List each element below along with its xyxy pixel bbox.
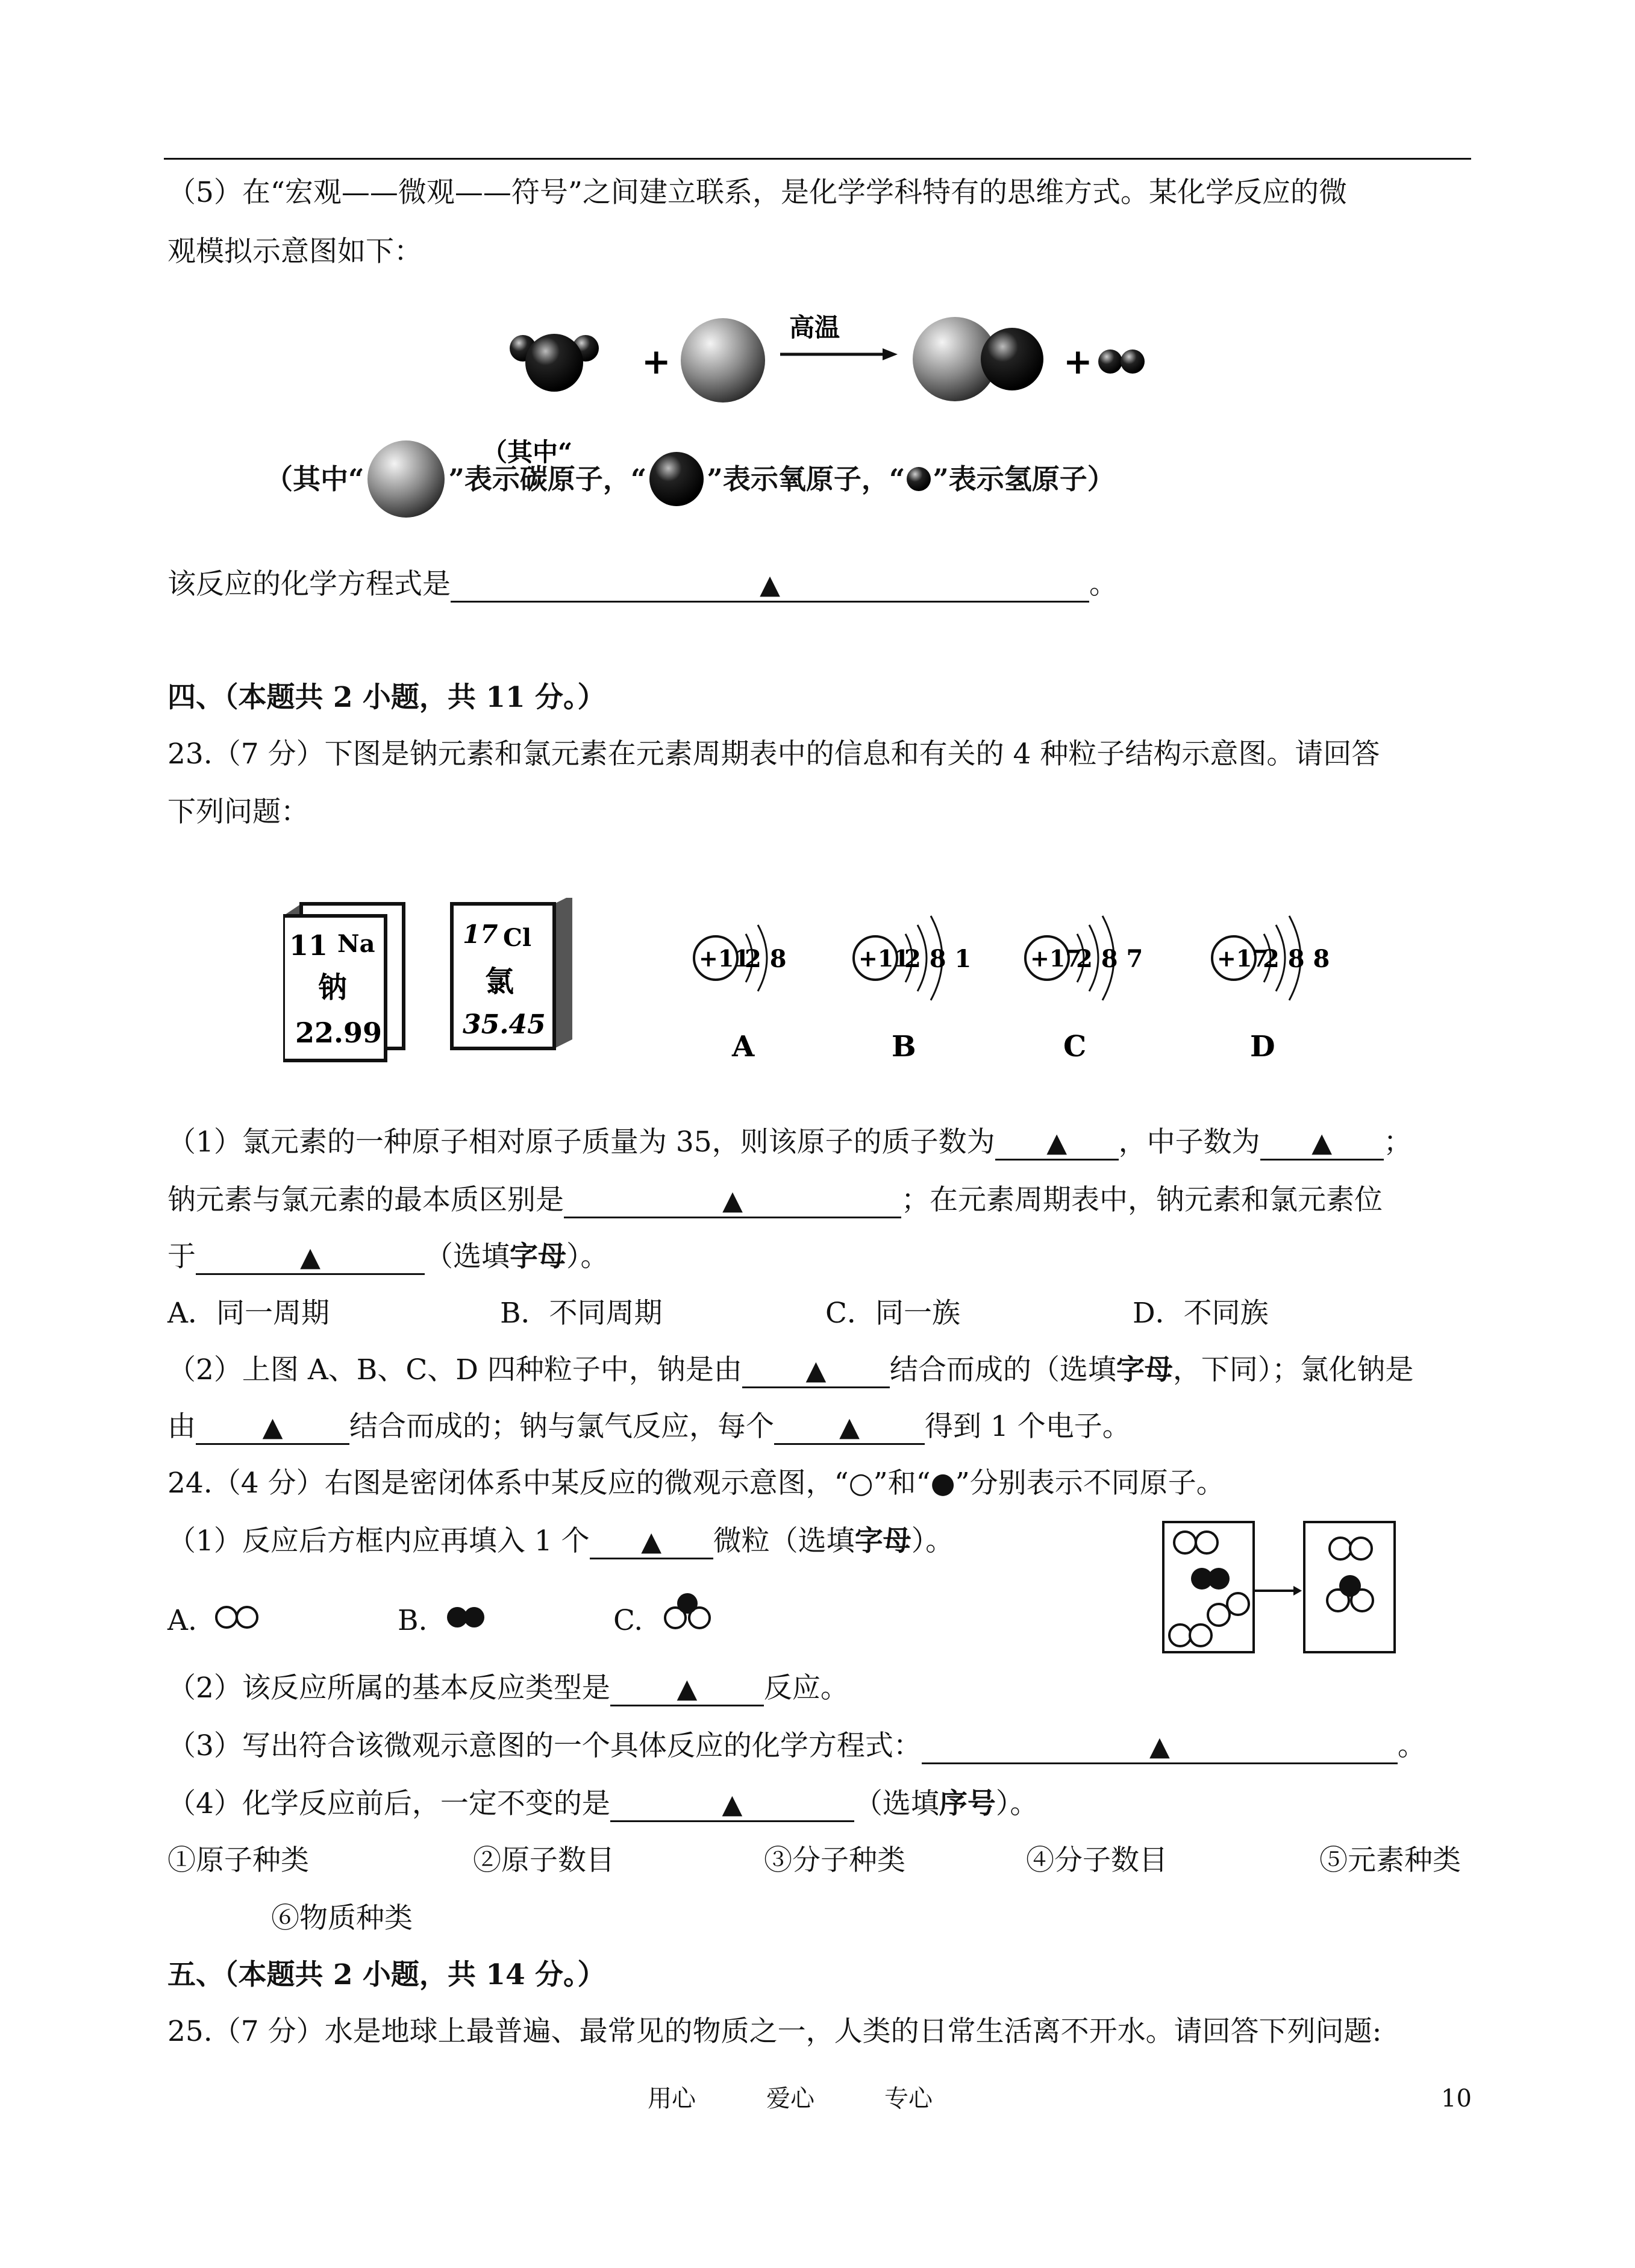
after-box [1304, 1522, 1395, 1652]
period: 。 [1089, 568, 1118, 601]
q23-p1-d: 钠元素与氯元素的最本质区别是 [167, 1183, 564, 1217]
q23-p1-line1 [167, 1124, 1412, 1161]
na-number: 11 [289, 929, 328, 962]
q23-p2-a: （2）上图 A、B、C、D 四种粒子中，钠是由 [167, 1353, 742, 1386]
answer-mark: ▲ [300, 1242, 320, 1273]
particle-b [854, 916, 971, 1064]
particle-b-label: B [892, 1030, 916, 1064]
sodium-composition-blank[interactable] [742, 1355, 890, 1388]
q24-p2-a: （2）该反应所属的基本反应类型是 [167, 1671, 610, 1705]
q23-stem-line2: 下列问题： [167, 795, 309, 829]
essential-difference-blank[interactable] [564, 1185, 901, 1218]
q23-p2-line1 [167, 1352, 1413, 1388]
option-b-label: B. [398, 1604, 428, 1637]
q25-stem: 25.（7 分）水是地球上最普遍、最常见的物质之一，人类的日常生活离不开水。请回答下列问题: [167, 2015, 1382, 2048]
q23-p1-c: ； [1383, 1126, 1412, 1159]
q23-p2-b: 结合而成的（选填 [889, 1353, 1116, 1386]
q24-p1-a: （1）反应后方框内应再填入 1 个 [167, 1524, 590, 1558]
q24-p3-a: （3）写出符合该微观示意图的一个具体反应的化学方程式： [167, 1729, 922, 1762]
choice-b: B．不同周期 [500, 1297, 663, 1330]
q24-stem: 24.（4 分）右图是密闭体系中某反应的微观示意图，“○”和“●”分别表示不同原子。 [167, 1467, 1225, 1500]
unchanged-items-blank[interactable] [610, 1788, 854, 1822]
particle-a-shells: 2 8 [745, 945, 787, 973]
choice-c: C．同一族 [825, 1297, 960, 1330]
proton-number-blank[interactable] [995, 1127, 1119, 1161]
particle-c-shells: 2 8 7 [1076, 945, 1143, 973]
item-2: ②原子数目 [473, 1844, 614, 1877]
particle-diagrams [663, 892, 1386, 1073]
answer-mark: ▲ [722, 1789, 743, 1820]
answer-mark: ▲ [722, 1185, 743, 1216]
cl-mass: 35.45 [463, 1009, 546, 1040]
cl-name: 氯 [485, 965, 514, 998]
q24-p4-b: （选填 [854, 1787, 939, 1820]
particle-c [1025, 916, 1143, 1064]
sodium-card [283, 904, 404, 1060]
legend-text-4: ”表示氢原子） [933, 463, 1115, 495]
na-name: 钠 [318, 971, 348, 1004]
item-4: ④分子数目 [1026, 1844, 1168, 1877]
black-white-white-molecule-icon [660, 1588, 720, 1636]
plus-sign-2: + [1063, 341, 1093, 382]
section4-title: 四、（本题共 2 小题，共 11 分。） [167, 681, 606, 714]
item-6: ⑥物质种类 [271, 1902, 413, 1935]
choice-a: A．同一周期 [167, 1297, 330, 1330]
footer-word-2: 爱心 [766, 2085, 814, 2113]
legend-text-2: ”表示碳原子，“ [448, 463, 647, 495]
specific-equation-blank[interactable] [922, 1731, 1398, 1764]
answer-mark: ▲ [839, 1412, 860, 1443]
q24-p3 [167, 1728, 1426, 1764]
q24-p1-b: 微粒（选填 [713, 1524, 855, 1558]
q23-p1-b: ，中子数为 [1118, 1126, 1260, 1159]
q23-stem-line1: 23.（7 分）下图是钠元素和氯元素在元素周期表中的信息和有关的 4 种粒子结构示意图。请回答 [167, 738, 1380, 771]
option-c-label: C. [613, 1604, 643, 1637]
q23-p1-f: 于 [167, 1240, 196, 1273]
co-molecule [913, 317, 1043, 401]
q22-5-equation-line [167, 566, 1118, 603]
cl-symbol: Cl [503, 924, 532, 952]
particle-b-shells: 2 8 1 [904, 945, 972, 973]
arrow-icon [1255, 1586, 1302, 1596]
legend-text-1: （其中“ [265, 463, 364, 495]
particle-a [694, 925, 787, 1064]
q23-p1-line2 [167, 1182, 1383, 1218]
q23-p2-line2 [167, 1409, 1131, 1445]
q24-p4 [167, 1786, 1038, 1822]
particle-a-label: A [732, 1030, 755, 1064]
q23-p1-h: ）。 [566, 1240, 609, 1273]
q23-p1-g-bold: 字母 [510, 1240, 566, 1273]
q23-p1-line3 [167, 1239, 609, 1275]
answer-mark: ▲ [677, 1673, 698, 1704]
particle-b-nucleus: +11 [858, 945, 910, 972]
closed-system-diagram [1160, 1518, 1401, 1657]
header-rule [164, 158, 1471, 160]
na-mass: 22.99 [295, 1017, 383, 1049]
h2-molecule [1098, 349, 1145, 374]
neutron-number-blank[interactable] [1260, 1127, 1384, 1161]
particle-a-nucleus: +11 [699, 945, 750, 972]
reaction-condition: 高温 [789, 313, 840, 342]
particle-d [1212, 916, 1330, 1064]
na-symbol: Na [337, 930, 375, 958]
option-a-label: A. [167, 1604, 197, 1637]
arrow-icon [780, 348, 898, 360]
footer-word-1: 用心 [648, 2085, 696, 2113]
item-3: ③分子种类 [764, 1844, 905, 1877]
q24-p2-b: 反应。 [763, 1671, 849, 1705]
option-a [167, 1603, 197, 1639]
q22-5-intro-line2: 观模拟示意图如下： [167, 235, 422, 268]
two-white-atoms-icon [212, 1603, 266, 1633]
q24-p1 [167, 1523, 954, 1559]
missing-particle-blank[interactable] [590, 1526, 713, 1559]
nacl-composition-blank[interactable] [196, 1411, 349, 1445]
q24-p1-b-bold: 字母 [854, 1524, 911, 1558]
q23-p2-b-bold: 字母 [1116, 1353, 1173, 1386]
reaction-type-blank[interactable] [610, 1673, 764, 1706]
water-molecule [510, 334, 599, 392]
footer-word-3: 专心 [884, 2085, 933, 2113]
hydrogen-legend-icon [905, 465, 933, 493]
answer-mark: ▲ [805, 1355, 827, 1386]
q22-5-intro-line1: （5）在“宏观——微观——符号”之间建立联系，是化学学科特有的思维方式。某化学反应的微 [167, 176, 1347, 209]
particle-c-nucleus: +17 [1030, 945, 1081, 972]
answer-mark: ▲ [760, 569, 780, 600]
item-5: ⑤元素种类 [1319, 1844, 1461, 1877]
q24-p4-c: ）。 [995, 1787, 1039, 1820]
before-box [1163, 1522, 1254, 1652]
particle-c-label: C [1063, 1030, 1087, 1064]
answer-mark: ▲ [641, 1526, 662, 1557]
choice-d: D．不同族 [1133, 1297, 1269, 1330]
equation-prefix: 该反应的化学方程式是 [167, 568, 451, 601]
q24-p2 [167, 1670, 849, 1706]
electron-gain-blank[interactable] [774, 1411, 925, 1445]
element-cards [283, 898, 584, 1067]
cl-number: 17 [463, 919, 498, 949]
answer-mark: ▲ [262, 1412, 283, 1443]
q23-p2-f: 得到 1 个电子。 [925, 1410, 1131, 1443]
oxygen-legend-icon [646, 449, 707, 509]
q23-p1-e: ；在元素周期表中，钠元素和氯元素位 [901, 1183, 1383, 1217]
item-1: ①原子种类 [167, 1844, 309, 1877]
legend-row [265, 437, 1115, 521]
answer-mark: ▲ [1046, 1127, 1068, 1158]
carbon-atom [681, 318, 765, 403]
plus-sign-1: + [642, 341, 671, 382]
q23-p2-c: ，下同）；氯化钠是 [1172, 1353, 1414, 1386]
option-b [398, 1603, 427, 1639]
equation-blank[interactable] [451, 569, 1089, 603]
chlorine-card [452, 898, 572, 1048]
two-black-atoms-icon [443, 1603, 497, 1633]
particle-d-label: D [1250, 1030, 1275, 1064]
option-c [613, 1603, 643, 1639]
particle-d-nucleus: +17 [1217, 945, 1268, 972]
answer-mark: ▲ [1311, 1127, 1333, 1158]
q24-p4-b-bold: 序号 [939, 1787, 996, 1820]
q23-p1-a: （1）氯元素的一种原子相对原子质量为 35，则该原子的质子数为 [167, 1126, 995, 1159]
particle-d-shells: 2 8 8 [1263, 945, 1330, 973]
section5-title: 五、（本题共 2 小题，共 14 分。） [167, 1958, 606, 1991]
answer-mark: ▲ [1149, 1731, 1170, 1762]
periodic-position-blank[interactable] [196, 1241, 425, 1275]
q24-p1-c: ）。 [911, 1524, 954, 1558]
carbon-legend-icon [364, 437, 448, 521]
legend-text-3: ”表示氧原子，“ [707, 463, 905, 495]
q23-p2-e: 结合而成的；钠与氯气反应，每个 [349, 1410, 774, 1443]
legend-part-1: （其中“ [482, 437, 573, 467]
q24-p3-b: 。 [1397, 1729, 1426, 1762]
page-number: 10 [1441, 2085, 1472, 2113]
q23-p2-d: 由 [167, 1410, 196, 1443]
q23-p1-g: （选填 [425, 1240, 510, 1273]
q24-p4-a: （4）化学反应前后，一定不变的是 [167, 1787, 610, 1820]
